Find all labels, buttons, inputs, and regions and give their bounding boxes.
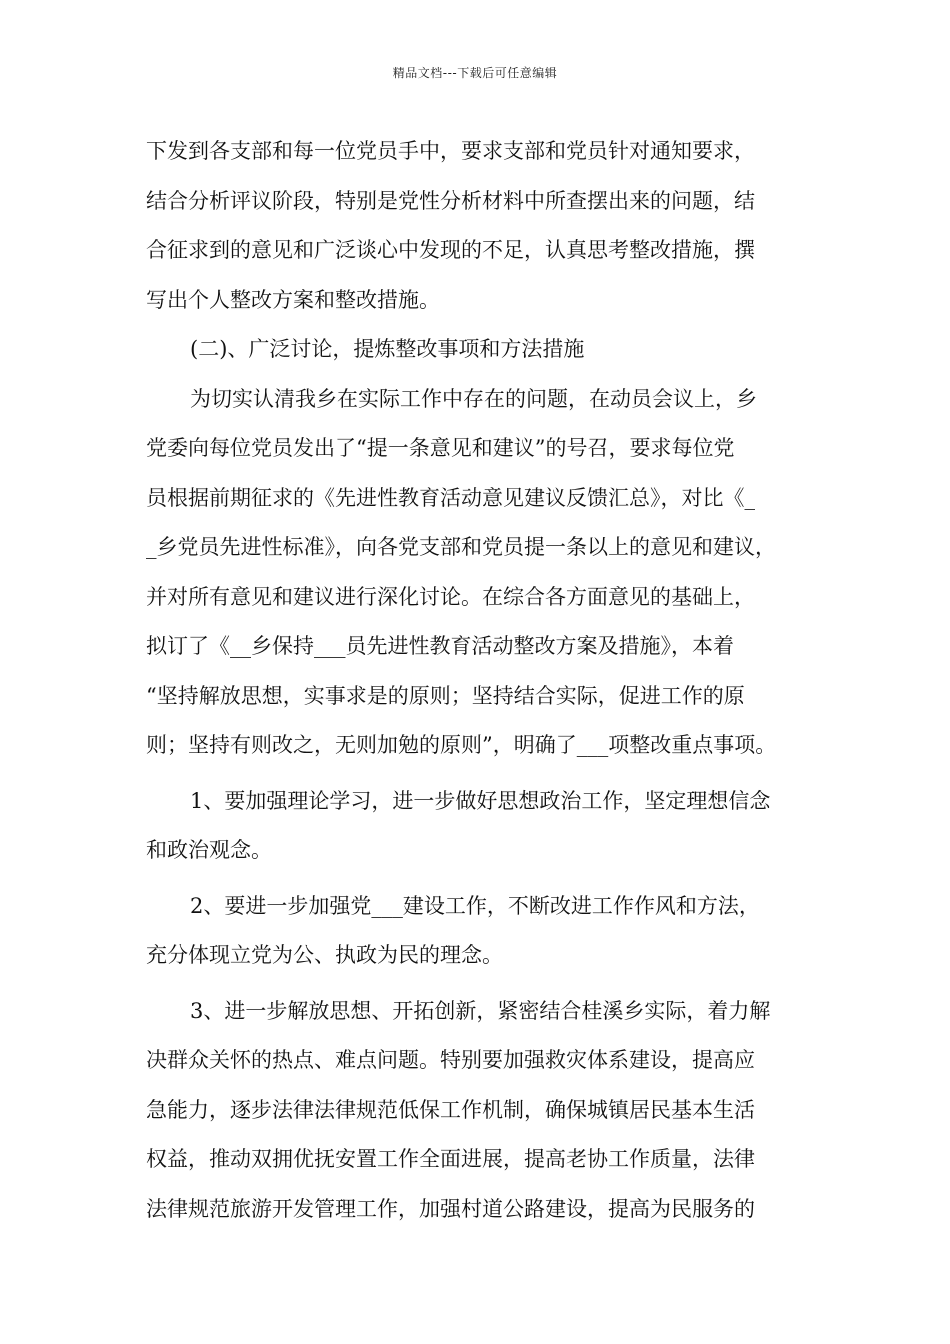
section-heading: (二)、广泛讨论，提炼整改事项和方法措施	[190, 337, 585, 361]
text-line: 决群众关怀的热点、难点问题。特别要加强救灾体系建设，提高应	[146, 1048, 755, 1072]
text-line: 和政治观念。	[146, 838, 272, 862]
text-line: 并对所有意见和建议进行深化讨论。在综合各方面意见的基础上，	[146, 584, 755, 609]
text-line: 法律规范旅游开发管理工作，加强村道公路建设，提高为民服务的	[146, 1196, 755, 1221]
text-line: 写出个人整改方案和整改措施。	[146, 287, 440, 312]
text-line: “坚持解放思想，实事求是的原则；坚持结合实际，促进工作的原	[146, 683, 745, 708]
list-item-1: 1、要加强理论学习，进一步做好思想政治工作，坚定理想信念	[190, 788, 771, 813]
document-body	[146, 127, 812, 1234]
list-item-3: 3、进一步解放思想、开拓创新，紧密结合桂溪乡实际，着力解	[190, 998, 771, 1023]
text-line: 结合分析评议阶段，特别是党性分析材料中所查摆出来的问题，结	[146, 188, 755, 213]
text-line: 充分体现立党为公、执政为民的理念。	[146, 943, 503, 967]
text-line: 为切实认清我乡在实际工作中存在的问题，在动员会议上，乡	[190, 386, 757, 411]
text-line: _乡党员先进性标准》，向各党支部和党员提一条以上的意见和建议，	[146, 535, 776, 559]
text-line: 合征求到的意见和广泛谈心中发现的不足，认真思考整改措施，撰	[146, 238, 755, 262]
text-line: 党委向每位党员发出了“提一条意见和建议”的号召，要求每位党	[146, 436, 735, 460]
text-line: 下发到各支部和每一位党员手中，要求支部和党员针对通知要求，	[146, 139, 755, 163]
text-line: 则；坚持有则改之，无则加勉的原则”，明确了___项整改重点事项。	[146, 733, 777, 757]
text-line: 急能力，逐步法律法律规范低保工作机制，确保城镇居民基本生活	[146, 1097, 755, 1122]
text-line: 拟订了《__乡保持___员先进性教育活动整改方案及措施》，本着	[146, 634, 734, 658]
page-header: 精品文档---下载后可任意编辑	[392, 66, 558, 80]
list-item-2: 2、要进一步加强党___建设工作，不断改进工作作风和方法，	[190, 893, 760, 918]
text-line: 员根据前期征求的《先进性教育活动意见建议反馈汇总》，对比《_	[146, 485, 755, 510]
text-line: 权益，推动双拥优抚安置工作全面进展，提高老协工作质量，法律	[146, 1147, 755, 1171]
